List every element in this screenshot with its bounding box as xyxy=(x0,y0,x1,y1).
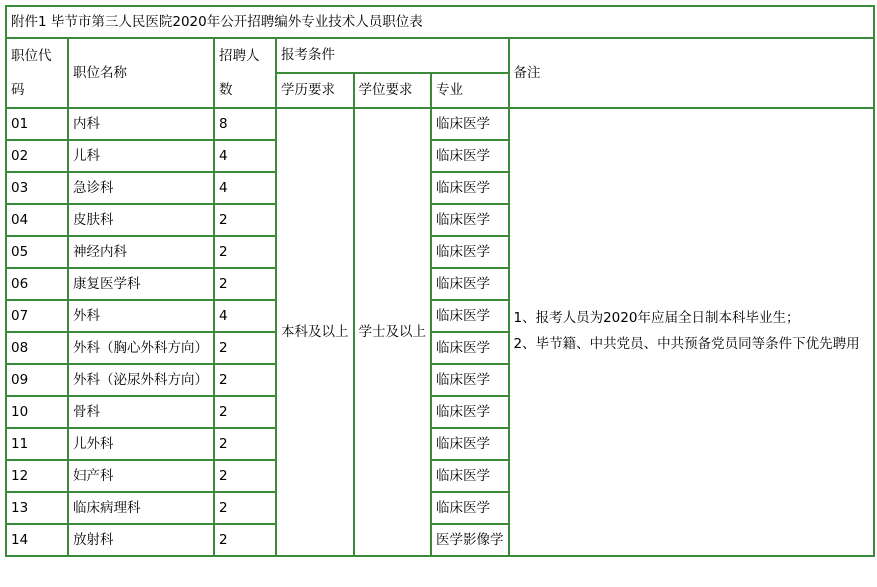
cell-code: 02 xyxy=(6,140,68,172)
table-title: 附件1 毕节市第三人民医院2020年公开招聘编外专业技术人员职位表 xyxy=(6,6,874,38)
cell-major: 临床医学 xyxy=(431,268,509,300)
cell-name: 神经内科 xyxy=(68,236,214,268)
cell-name: 儿外科 xyxy=(68,428,214,460)
cell-major: 临床医学 xyxy=(431,492,509,524)
cell-major: 医学影像学 xyxy=(431,524,509,556)
header-conditions: 报考条件 xyxy=(276,38,509,73)
cell-count: 2 xyxy=(214,364,276,396)
header-row-1 xyxy=(6,38,874,73)
cell-code: 01 xyxy=(6,108,68,140)
cell-count: 4 xyxy=(214,140,276,172)
recruitment-table xyxy=(5,5,875,557)
cell-count: 2 xyxy=(214,492,276,524)
cell-major: 临床医学 xyxy=(431,108,509,140)
header-degree: 学位要求 xyxy=(354,73,432,108)
cell-code: 03 xyxy=(6,172,68,204)
cell-code: 13 xyxy=(6,492,68,524)
title-row xyxy=(6,6,874,38)
cell-name: 外科（泌尿外科方向） xyxy=(68,364,214,396)
cell-count: 2 xyxy=(214,524,276,556)
cell-name: 外科（胸心外科方向） xyxy=(68,332,214,364)
cell-degree: 学士及以上 xyxy=(354,108,432,556)
cell-count: 2 xyxy=(214,332,276,364)
cell-code: 12 xyxy=(6,460,68,492)
cell-count: 2 xyxy=(214,460,276,492)
cell-name: 儿科 xyxy=(68,140,214,172)
cell-name: 妇产科 xyxy=(68,460,214,492)
cell-name: 急诊科 xyxy=(68,172,214,204)
cell-name: 骨科 xyxy=(68,396,214,428)
cell-name: 临床病理科 xyxy=(68,492,214,524)
cell-count: 2 xyxy=(214,428,276,460)
cell-major: 临床医学 xyxy=(431,428,509,460)
cell-code: 09 xyxy=(6,364,68,396)
cell-code: 04 xyxy=(6,204,68,236)
cell-major: 临床医学 xyxy=(431,364,509,396)
cell-name: 内科 xyxy=(68,108,214,140)
header-remarks: 备注 xyxy=(509,38,874,108)
cell-count: 4 xyxy=(214,172,276,204)
cell-count: 2 xyxy=(214,204,276,236)
cell-count: 2 xyxy=(214,268,276,300)
remark-line: 1、报考人员为2020年应届全日制本科毕业生； xyxy=(513,310,800,327)
cell-remarks xyxy=(509,108,874,556)
cell-name: 康复医学科 xyxy=(68,268,214,300)
cell-code: 06 xyxy=(6,268,68,300)
header-count: 招聘人数 xyxy=(214,38,276,108)
cell-major: 临床医学 xyxy=(431,396,509,428)
header-major: 专业 xyxy=(431,73,509,108)
cell-major: 临床医学 xyxy=(431,236,509,268)
cell-major: 临床医学 xyxy=(431,332,509,364)
cell-major: 临床医学 xyxy=(431,204,509,236)
cell-major: 临床医学 xyxy=(431,300,509,332)
cell-major: 临床医学 xyxy=(431,172,509,204)
cell-code: 07 xyxy=(6,300,68,332)
cell-name: 外科 xyxy=(68,300,214,332)
cell-major: 临床医学 xyxy=(431,460,509,492)
cell-count: 8 xyxy=(214,108,276,140)
cell-count: 4 xyxy=(214,300,276,332)
cell-code: 14 xyxy=(6,524,68,556)
cell-code: 05 xyxy=(6,236,68,268)
table-row xyxy=(6,108,874,140)
header-name: 职位名称 xyxy=(68,38,214,108)
cell-major: 临床医学 xyxy=(431,140,509,172)
remark-line: 2、毕节籍、中共党员、中共预备党员同等条件下优先聘用 xyxy=(513,336,860,352)
cell-count: 2 xyxy=(214,396,276,428)
cell-education: 本科及以上 xyxy=(276,108,354,556)
cell-code: 08 xyxy=(6,332,68,364)
cell-name: 皮肤科 xyxy=(68,204,214,236)
header-code: 职位代码 xyxy=(6,38,68,108)
cell-count: 2 xyxy=(214,236,276,268)
cell-code: 10 xyxy=(6,396,68,428)
header-education: 学历要求 xyxy=(276,73,354,108)
cell-name: 放射科 xyxy=(68,524,214,556)
cell-code: 11 xyxy=(6,428,68,460)
